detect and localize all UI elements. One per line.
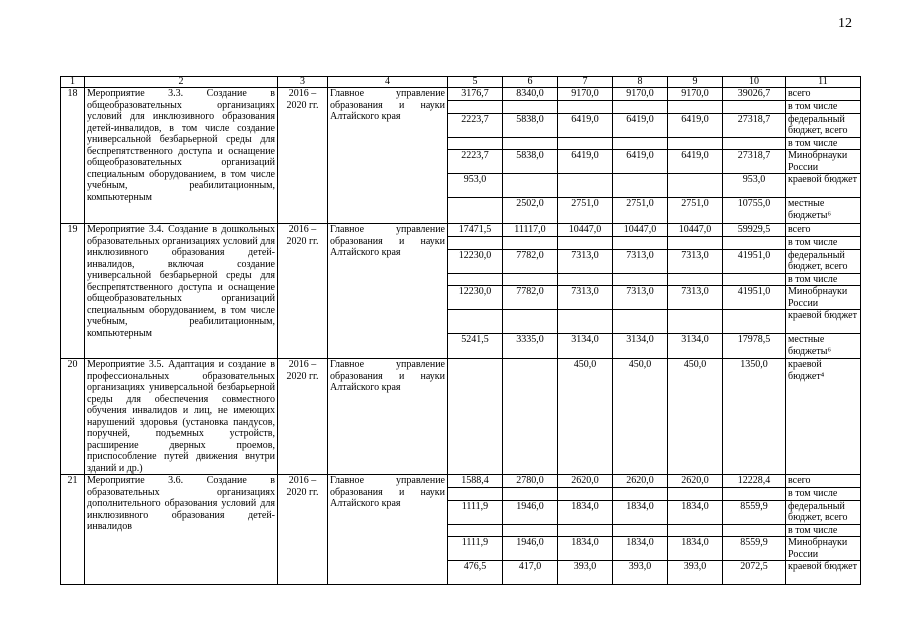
funding-amount: 7313,0 (613, 286, 668, 310)
funding-amount (448, 198, 503, 224)
table-row (61, 475, 861, 488)
funding-amount: 1834,0 (558, 500, 613, 524)
funding-amount (613, 237, 668, 250)
funding-amount: 450,0 (558, 359, 613, 475)
table-row (61, 359, 861, 475)
funding-amount: 27318,7 (723, 150, 786, 174)
funding-amount (723, 273, 786, 286)
funding-source: федеральный бюджет, всего (786, 113, 861, 137)
measure-name: Мероприятие 3.4. Создание в дошкольных образовательных организациях условий для инклюзивного образования детей-инвалидов, включая создание универсальной безбарьерной среды для беспрепятственного доступа и оснащение общеобразовательных организаций специальным оборудованием, в том числе учебным, реабилитационным, компьютерным (85, 224, 278, 359)
funding-amount: 5838,0 (503, 150, 558, 174)
funding-amount: 39026,7 (723, 88, 786, 101)
funding-amount: 2072,5 (723, 561, 786, 585)
funding-amount (668, 524, 723, 537)
funding-amount: 10447,0 (558, 224, 613, 237)
funding-amount: 1946,0 (503, 500, 558, 524)
funding-source: местные бюджеты⁶ (786, 198, 861, 224)
funding-amount (613, 101, 668, 114)
column-number: 7 (558, 77, 613, 88)
funding-amount: 8340,0 (503, 88, 558, 101)
measure-period: 2016 – 2020 гг. (278, 475, 328, 585)
column-number: 4 (328, 77, 448, 88)
funding-amount (503, 237, 558, 250)
funding-source: всего (786, 224, 861, 237)
funding-amount: 11117,0 (503, 224, 558, 237)
table-row (61, 88, 861, 101)
funding-source: Минобрнауки России (786, 537, 861, 561)
funding-amount (668, 101, 723, 114)
program-budget-table (60, 76, 861, 585)
funding-amount: 2223,7 (448, 113, 503, 137)
funding-amount (448, 273, 503, 286)
funding-amount (558, 237, 613, 250)
measure-executor: Главное управление образования и науки Алтайского края (328, 224, 448, 359)
funding-source: краевой бюджет (786, 561, 861, 585)
funding-source: Минобрнауки России (786, 286, 861, 310)
funding-amount: 9170,0 (613, 88, 668, 101)
page-number: 12 (838, 16, 852, 31)
funding-source: в том числе (786, 524, 861, 537)
funding-amount: 5838,0 (503, 113, 558, 137)
funding-source: в том числе (786, 101, 861, 114)
funding-amount (613, 273, 668, 286)
funding-amount: 8559,9 (723, 537, 786, 561)
funding-amount: 3176,7 (448, 88, 503, 101)
column-number: 9 (668, 77, 723, 88)
funding-amount: 17978,5 (723, 334, 786, 359)
measure-executor: Главное управление образования и науки Алтайского края (328, 359, 448, 475)
column-number-row (61, 77, 861, 88)
funding-source: в том числе (786, 488, 861, 501)
funding-amount: 1834,0 (613, 537, 668, 561)
funding-amount: 6419,0 (558, 150, 613, 174)
funding-amount (448, 488, 503, 501)
funding-amount: 6419,0 (668, 113, 723, 137)
funding-source: всего (786, 88, 861, 101)
funding-amount: 12230,0 (448, 249, 503, 273)
funding-amount (448, 310, 503, 334)
funding-amount (723, 524, 786, 537)
funding-amount (668, 174, 723, 198)
funding-amount (723, 237, 786, 250)
funding-amount (668, 488, 723, 501)
column-number: 8 (613, 77, 668, 88)
funding-amount: 2751,0 (613, 198, 668, 224)
measure-number: 21 (61, 475, 85, 585)
funding-source: краевой бюджет (786, 310, 861, 334)
measure-period: 2016 – 2020 гг. (278, 88, 328, 224)
measure-name: Мероприятие 3.6. Создание в образовательных организациях дополнительного образования условий для инклюзивного образования детей-инвалидов (85, 475, 278, 585)
column-number: 5 (448, 77, 503, 88)
funding-amount (448, 524, 503, 537)
funding-amount: 10755,0 (723, 198, 786, 224)
funding-amount: 2502,0 (503, 198, 558, 224)
measure-number: 18 (61, 88, 85, 224)
funding-amount (503, 524, 558, 537)
funding-amount: 6419,0 (558, 113, 613, 137)
funding-amount: 450,0 (613, 359, 668, 475)
funding-source: федеральный бюджет, всего (786, 500, 861, 524)
funding-source: краевой бюджет (786, 174, 861, 198)
funding-amount (723, 101, 786, 114)
funding-amount: 1588,4 (448, 475, 503, 488)
funding-source: в том числе (786, 273, 861, 286)
measure-period: 2016 – 2020 гг. (278, 224, 328, 359)
funding-amount (503, 310, 558, 334)
funding-amount: 2751,0 (558, 198, 613, 224)
funding-amount (558, 101, 613, 114)
funding-source: в том числе (786, 137, 861, 150)
funding-amount: 2223,7 (448, 150, 503, 174)
funding-amount: 27318,7 (723, 113, 786, 137)
funding-amount: 1111,9 (448, 537, 503, 561)
funding-amount: 1834,0 (668, 500, 723, 524)
column-number: 1 (61, 77, 85, 88)
funding-amount: 3335,0 (503, 334, 558, 359)
funding-amount: 7313,0 (558, 249, 613, 273)
funding-amount (613, 488, 668, 501)
funding-amount: 393,0 (613, 561, 668, 585)
column-number: 10 (723, 77, 786, 88)
funding-amount: 953,0 (448, 174, 503, 198)
funding-amount: 2620,0 (668, 475, 723, 488)
funding-amount: 41951,0 (723, 249, 786, 273)
funding-source: в том числе (786, 237, 861, 250)
funding-amount (503, 488, 558, 501)
funding-amount (448, 101, 503, 114)
funding-amount (723, 488, 786, 501)
funding-amount (613, 524, 668, 537)
funding-amount: 393,0 (668, 561, 723, 585)
funding-source: федеральный бюджет, всего (786, 249, 861, 273)
funding-amount: 6419,0 (613, 113, 668, 137)
funding-amount: 1834,0 (668, 537, 723, 561)
funding-amount: 1350,0 (723, 359, 786, 475)
funding-source: местные бюджеты⁶ (786, 334, 861, 359)
funding-amount (668, 310, 723, 334)
funding-amount: 3134,0 (668, 334, 723, 359)
funding-amount: 953,0 (723, 174, 786, 198)
column-number: 2 (85, 77, 278, 88)
measure-executor: Главное управление образования и науки Алтайского края (328, 88, 448, 224)
column-number: 3 (278, 77, 328, 88)
funding-source: всего (786, 475, 861, 488)
funding-amount: 7313,0 (668, 249, 723, 273)
funding-amount (448, 137, 503, 150)
measure-number: 19 (61, 224, 85, 359)
funding-amount: 417,0 (503, 561, 558, 585)
funding-amount (668, 237, 723, 250)
funding-amount: 1946,0 (503, 537, 558, 561)
measure-name: Мероприятие 3.5. Адаптация и создание в профессиональных образовательных организациях универсальной безбарьерной среды для обеспечения совместного обучения инвалидов и лиц, не имеющих нарушений здоровья (установка пандусов, поручней, подъемных устройств, расширение дверных проемов, приспособление путей движения внутри зданий и др.) (85, 359, 278, 475)
funding-amount (558, 488, 613, 501)
funding-amount (668, 137, 723, 150)
funding-amount (613, 310, 668, 334)
funding-amount: 8559,9 (723, 500, 786, 524)
funding-amount (613, 174, 668, 198)
funding-amount: 476,5 (448, 561, 503, 585)
funding-amount: 59929,5 (723, 224, 786, 237)
measure-executor: Главное управление образования и науки Алтайского края (328, 475, 448, 585)
funding-amount (558, 174, 613, 198)
funding-source: краевой бюджет⁴ (786, 359, 861, 475)
funding-amount (448, 359, 503, 475)
funding-amount: 5241,5 (448, 334, 503, 359)
measure-name: Мероприятие 3.3. Создание в общеобразовательных организациях условий для инклюзивного образования детей-инвалидов, в том числе создание универсальной безбарьерной среды для беспрепятственного доступа и оснащение общеобразовательных организаций специальным оборудованием, в том числе учебным, реабилитационным, компьютерным (85, 88, 278, 224)
funding-amount (668, 273, 723, 286)
funding-amount: 17471,5 (448, 224, 503, 237)
funding-amount: 3134,0 (558, 334, 613, 359)
funding-amount: 7782,0 (503, 249, 558, 273)
column-number: 11 (786, 77, 861, 88)
funding-amount: 1111,9 (448, 500, 503, 524)
funding-amount: 1834,0 (558, 537, 613, 561)
funding-source: Минобрнауки России (786, 150, 861, 174)
funding-amount: 7313,0 (613, 249, 668, 273)
funding-amount: 393,0 (558, 561, 613, 585)
funding-amount: 10447,0 (613, 224, 668, 237)
funding-amount: 12228,4 (723, 475, 786, 488)
funding-amount (613, 137, 668, 150)
funding-amount (503, 174, 558, 198)
funding-amount: 2620,0 (613, 475, 668, 488)
funding-amount: 6419,0 (613, 150, 668, 174)
funding-amount (503, 273, 558, 286)
funding-amount: 9170,0 (558, 88, 613, 101)
funding-amount (558, 524, 613, 537)
measure-period: 2016 – 2020 гг. (278, 359, 328, 475)
funding-amount: 3134,0 (613, 334, 668, 359)
funding-amount: 1834,0 (613, 500, 668, 524)
funding-amount: 41951,0 (723, 286, 786, 310)
funding-amount (448, 237, 503, 250)
funding-amount: 7313,0 (668, 286, 723, 310)
column-number: 6 (503, 77, 558, 88)
funding-amount (558, 137, 613, 150)
funding-amount (558, 273, 613, 286)
funding-amount (503, 137, 558, 150)
funding-amount: 450,0 (668, 359, 723, 475)
funding-amount: 9170,0 (668, 88, 723, 101)
funding-amount (723, 310, 786, 334)
funding-amount: 2620,0 (558, 475, 613, 488)
funding-amount: 2751,0 (668, 198, 723, 224)
funding-amount (723, 137, 786, 150)
funding-amount: 7782,0 (503, 286, 558, 310)
funding-amount: 12230,0 (448, 286, 503, 310)
funding-amount: 6419,0 (668, 150, 723, 174)
funding-amount (503, 359, 558, 475)
funding-amount: 7313,0 (558, 286, 613, 310)
funding-amount: 10447,0 (668, 224, 723, 237)
funding-amount: 2780,0 (503, 475, 558, 488)
table-row (61, 224, 861, 237)
funding-amount (558, 310, 613, 334)
funding-amount (503, 101, 558, 114)
measure-number: 20 (61, 359, 85, 475)
